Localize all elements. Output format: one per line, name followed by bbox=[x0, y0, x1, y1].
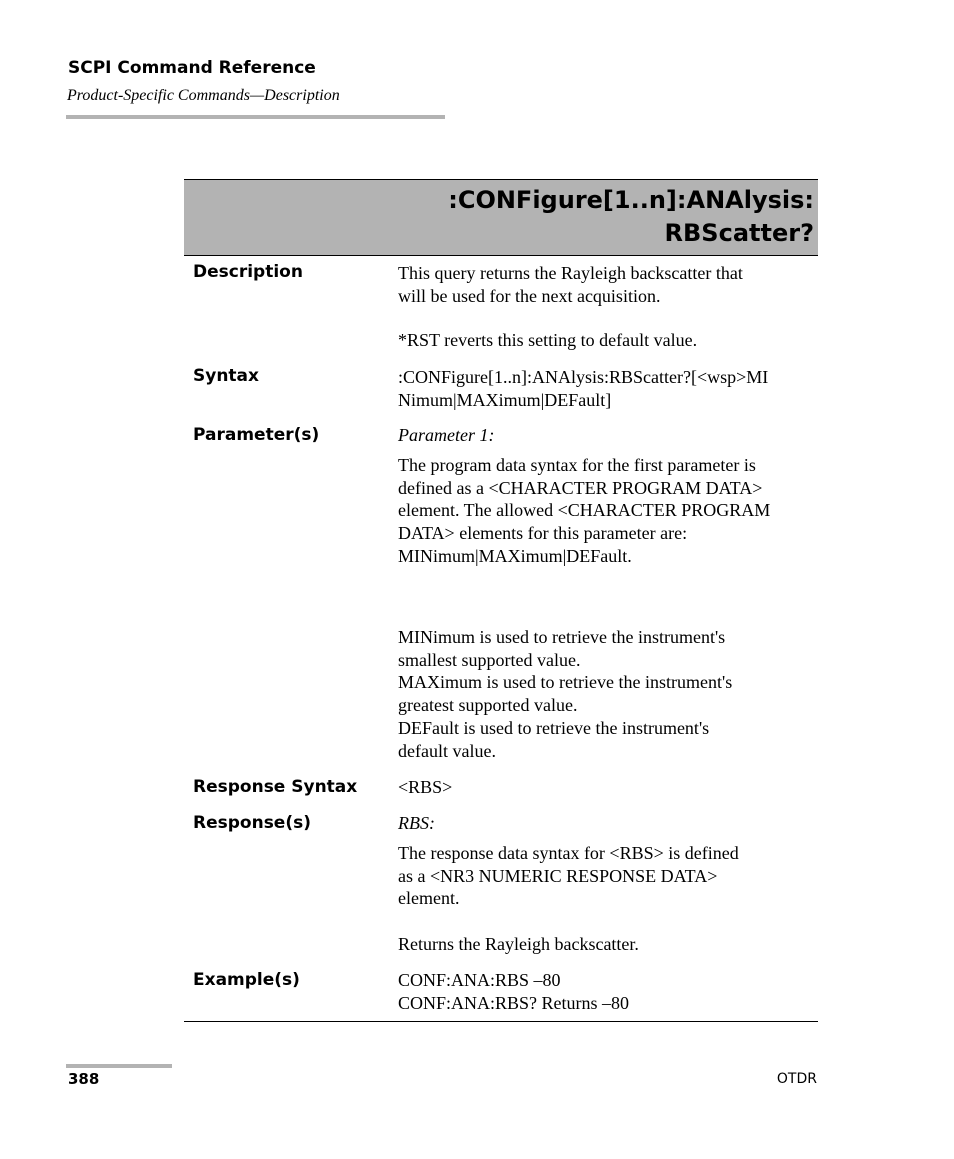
response-line: The response data syntax for <RBS> is defined bbox=[398, 843, 739, 863]
parameter-definition bbox=[398, 454, 818, 568]
command-title-line2: RBScatter? bbox=[664, 219, 814, 247]
examples-text bbox=[398, 969, 818, 1014]
syntax-line: Nimum|MAXimum|DEFault] bbox=[398, 389, 612, 410]
responses-label: Response(s) bbox=[193, 813, 311, 833]
parameter-line: DATA> elements for this parameter are: bbox=[398, 523, 688, 544]
response-syntax-text: <RBS> bbox=[398, 777, 453, 797]
parameter-heading: Parameter 1: bbox=[398, 425, 495, 445]
parameter-line: defined as a <CHARACTER PROGRAM DATA> bbox=[398, 477, 763, 498]
parameter-line: greatest supported value. bbox=[398, 695, 578, 716]
parameters-label: Parameter(s) bbox=[193, 425, 320, 445]
parameter-line: default value. bbox=[398, 740, 496, 761]
parameter-line: MAXimum is used to retrieve the instrument's bbox=[398, 672, 733, 693]
section-subtitle: Product-Specific Commands—Description bbox=[67, 87, 340, 104]
command-title-band bbox=[184, 179, 818, 256]
response-syntax-label: Response Syntax bbox=[193, 777, 358, 797]
description-line: This query returns the Rayleigh backscatter that bbox=[398, 263, 743, 283]
response-line: element. bbox=[398, 888, 460, 909]
examples-label: Example(s) bbox=[193, 970, 300, 990]
response-definition bbox=[398, 842, 818, 910]
parameter-line: DEFault is used to retrieve the instrument's bbox=[398, 717, 710, 738]
header-rule bbox=[66, 115, 445, 119]
description-text bbox=[398, 262, 818, 307]
command-title bbox=[448, 184, 814, 250]
parameter-line: MINimum|MAXimum|DEFault. bbox=[398, 545, 632, 566]
description-label: Description bbox=[193, 262, 303, 282]
response-line: as a <NR3 NUMERIC RESPONSE DATA> bbox=[398, 865, 718, 886]
page-number: 388 bbox=[68, 1070, 100, 1088]
syntax-line: :CONFigure[1..n]:ANAlysis:RBScatter?[<wsp>MI bbox=[398, 367, 769, 387]
parameter-line: element. The allowed <CHARACTER PROGRAM bbox=[398, 500, 771, 521]
table-bottom-rule bbox=[184, 1021, 818, 1022]
rst-note: *RST reverts this setting to default value. bbox=[398, 330, 698, 350]
parameter-line: smallest supported value. bbox=[398, 649, 581, 670]
response-returns: Returns the Rayleigh backscatter. bbox=[398, 934, 639, 954]
parameter-line: The program data syntax for the first parameter is bbox=[398, 455, 756, 475]
document-name: OTDR bbox=[776, 1071, 817, 1087]
command-title-line1: :CONFigure[1..n]:ANAlysis: bbox=[448, 186, 814, 214]
description-line: will be used for the next acquisition. bbox=[398, 285, 661, 306]
footer-rule bbox=[66, 1064, 172, 1068]
section-title: SCPI Command Reference bbox=[68, 58, 316, 78]
example-line: CONF:ANA:RBS –80 bbox=[398, 970, 561, 990]
example-line: CONF:ANA:RBS? Returns –80 bbox=[398, 992, 630, 1013]
parameter-line: MINimum is used to retrieve the instrument's bbox=[398, 627, 726, 647]
syntax-text bbox=[398, 366, 818, 411]
syntax-label: Syntax bbox=[193, 366, 259, 386]
parameter-values bbox=[398, 626, 818, 762]
response-heading: RBS: bbox=[398, 813, 435, 833]
